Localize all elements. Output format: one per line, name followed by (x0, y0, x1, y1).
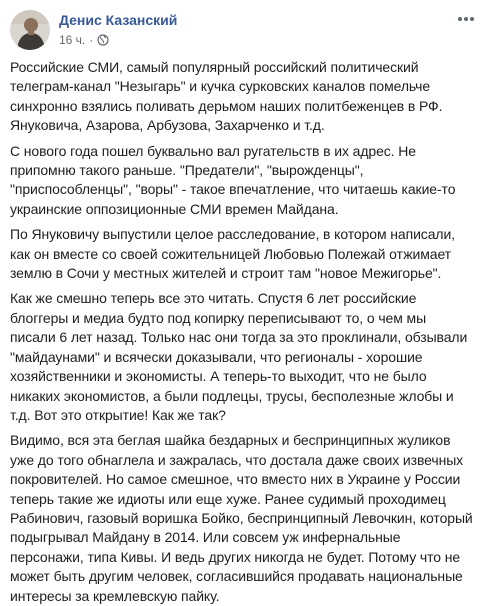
timestamp[interactable]: 16 ч. (59, 33, 86, 47)
separator-dot: · (89, 33, 94, 47)
time-row (59, 32, 477, 48)
post-paragraph-3: По Януковичу выпустили целое расследование, в котором написали, как он вместе со своей сожительницей Любовью Полежай отжимает землю в Сочи у местных жителей и строит там "новое Межигорье". (10, 226, 455, 282)
avatar-image (10, 10, 50, 50)
post-paragraph-2: С нового года пошел буквально вал ругательств в их адрес. Не припомню такого раньше. "Предатели", "вырожденцы", "приспособленцы", "воры" - такое впечатление, что читаешь какие-то украинские оппозиционные СМИ времен Майдана. (10, 142, 456, 217)
globe-icon[interactable] (97, 34, 109, 46)
author-name[interactable]: Денис Казанский (59, 12, 178, 28)
post-meta (59, 10, 477, 48)
post-paragraph-5: Видимо, вся эта беглая шайка бездарных и беспринципных жуликов уже до того обнаглела и зажралась, что достала даже своих извечных покровителей. Но самое смешное, что вместо них в Украине у России теперь такие же идиоты или еще хуже. Ранее судимый проходимец Рабинович, газовый воришка Бойко, беспринципный Левочкин, который подыгрывал Майдану в 2014. Или совсем уж инфернальные персонажи, типа Кивы. И ведь других никогда не будет. Потому что не может быть другим человек, согласившийся продавать национальные интересы за кремлевскую пайку. (10, 432, 473, 604)
post-header (10, 10, 477, 52)
more-horizontal-icon (457, 16, 475, 22)
post-body (10, 58, 477, 606)
more-options-button[interactable] (455, 10, 477, 28)
avatar[interactable] (10, 10, 50, 50)
post-paragraph-4: Как же смешно теперь все это читать. Спустя 6 лет российские блоггеры и медиа будто под копирку переписывают то, о чем мы писали 6 лет назад. Только нас они тогда за это проклинали, обзывали "майдаунами" и всячески доказывали, что регионалы - хорошие хозяйственники и экономисты. А теперь-то выходит, что не было никаких экономистов, а были подлецы, трусы, бесполезные жлобы и т.д. Вот это открытие! Как же так? (10, 290, 468, 423)
post-paragraph-1: Российские СМИ, самый популярный российский политический телеграм-канал "Незыгарь" и кучка сурковских каналов помельче синхронно взялись поливать дерьмом наших политбеженцев в РФ. Януковича, Азарова, Арбузова, Захарченко и т.д. (10, 59, 443, 134)
